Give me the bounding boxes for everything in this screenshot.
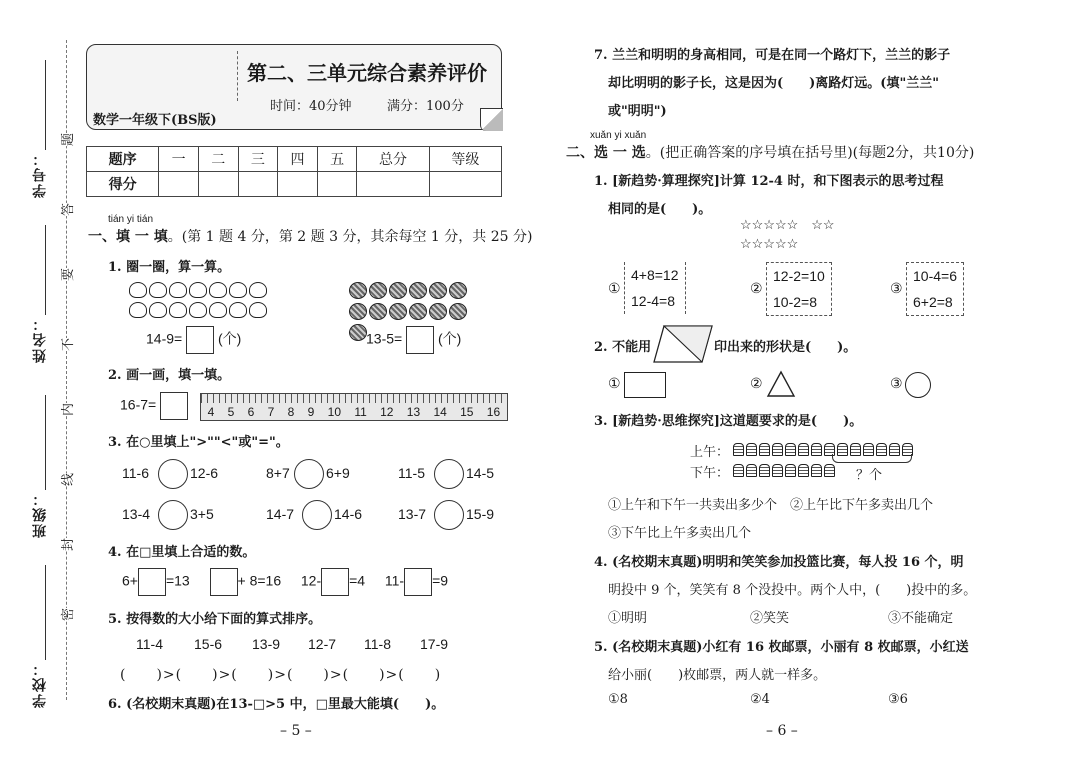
ruler-tick-label: 8 xyxy=(287,405,295,419)
peach-icon xyxy=(149,302,167,318)
q1-eq1-text: 14-9= xyxy=(146,330,183,347)
s2q1-line1: 1. [新趋势·算理探究]计算 12-4 时，和下图表示的思考过程 xyxy=(594,174,944,189)
seal-char: 答 xyxy=(57,203,76,216)
q7-line3: 或"明明") xyxy=(608,104,667,119)
ruler-tick-label: 10 xyxy=(327,405,342,419)
cupcake-icon xyxy=(785,443,796,456)
compare-circle[interactable] xyxy=(294,459,324,489)
s2q5-option1[interactable]: ①8 xyxy=(608,692,628,707)
xingming-label: 姓名： xyxy=(32,315,48,363)
score-header: 题序 xyxy=(87,147,159,172)
section2-heading xyxy=(566,142,974,162)
ruler-tick-label: 15 xyxy=(460,405,474,419)
ruler-tick-label: 12 xyxy=(380,405,394,419)
q4-text: 11- xyxy=(384,572,405,589)
compare-right: 15-9 xyxy=(466,506,495,522)
xuexiao-label: 学校： xyxy=(32,660,48,708)
cupcake-icon xyxy=(733,464,744,477)
option-line: 12-4=8 xyxy=(631,293,675,309)
q1-eq1 xyxy=(146,326,241,354)
compare-left: 14-7 xyxy=(266,506,295,522)
compare-right: 14-5 xyxy=(466,465,495,481)
answer-box[interactable] xyxy=(210,568,238,596)
compare-right: 14-6 xyxy=(334,506,363,522)
s2q3-option-line1[interactable]: ①上午和下午一共卖出多少个 ②上午比下午多卖出几个 xyxy=(608,498,934,513)
q4-text: + 8=16 xyxy=(237,572,282,589)
header-divider xyxy=(237,51,238,101)
page-number-right: – 6 – xyxy=(766,723,798,739)
peach-icon xyxy=(189,302,207,318)
q4-text: =9 xyxy=(432,572,449,589)
peach-icon xyxy=(149,282,167,298)
q4-text: =13 xyxy=(165,572,190,589)
unknown-count: ？个 xyxy=(856,468,883,483)
score-row-label: 得分 xyxy=(87,172,159,197)
peach-group xyxy=(128,282,278,322)
q1-unit: (个) xyxy=(437,330,462,347)
compare-left: 8+7 xyxy=(266,465,290,481)
xuexiao-line xyxy=(45,565,46,660)
score-header: 一 xyxy=(159,147,199,172)
score-header: 等级 xyxy=(429,147,501,172)
q5-expr: 11-4 xyxy=(136,636,163,652)
score-header: 三 xyxy=(238,147,278,172)
peach-icon xyxy=(129,282,147,298)
apple-icon xyxy=(449,303,467,320)
cupcake-icon xyxy=(785,464,796,477)
s2q1-line2: 相同的是( )。 xyxy=(608,202,712,217)
option-line: 10-2=8 xyxy=(773,294,817,310)
peach-icon xyxy=(169,302,187,318)
q2-title: 2. 画一画，填一填。 xyxy=(108,368,231,383)
section1-desc: 。(第 1 题 4 分，第 2 题 3 分，其余每空 1 分，共 25 分) xyxy=(167,229,533,245)
s2q4-option1[interactable]: ①明明 xyxy=(608,611,648,626)
full-score: 满分：100分 xyxy=(387,99,464,114)
compare-right: 3+5 xyxy=(190,506,214,522)
ruler-tick-label: 5 xyxy=(227,405,235,419)
option-line: 12-2=10 xyxy=(773,268,825,284)
header-box xyxy=(86,44,502,130)
q1-eq2 xyxy=(366,326,461,354)
binding-margin xyxy=(0,0,80,764)
apple-icon xyxy=(369,282,387,299)
seal-char: 内 xyxy=(57,403,76,416)
s2q1-option2-label[interactable]: ② xyxy=(750,281,763,297)
s2q4-option2[interactable]: ②笑笑 xyxy=(750,611,790,626)
s2q2-post: 印出来的形状是( )。 xyxy=(714,340,857,355)
seal-char: 封 xyxy=(57,538,76,551)
q5-expr: 12-7 xyxy=(308,636,337,652)
ruler-tick-label: 4 xyxy=(207,405,215,419)
score-cell[interactable] xyxy=(198,172,238,197)
apple-icon xyxy=(349,324,367,341)
ruler-tick-label: 7 xyxy=(267,405,275,419)
q6-title: 6. (名校期末真题)在13-□>5 中，□里最大能填( )。 xyxy=(108,697,445,712)
s2q4-option3[interactable]: ③不能确定 xyxy=(888,611,954,626)
ruler-tick-label: 11 xyxy=(354,405,367,419)
cupcake-icon xyxy=(772,464,783,477)
apple-icon xyxy=(429,303,447,320)
compare-circle[interactable] xyxy=(302,500,332,530)
q4-text: =4 xyxy=(349,572,366,589)
score-cell[interactable] xyxy=(357,172,429,197)
section2-desc: 。(把正确答案的序号填在括号里)(每题2分，共10分) xyxy=(645,145,975,161)
s2q1-option2 xyxy=(766,262,832,316)
score-header: 总分 xyxy=(357,147,429,172)
score-table-row xyxy=(87,172,502,197)
score-header: 四 xyxy=(278,147,318,172)
apple-icon xyxy=(429,282,447,299)
cupcake-icon xyxy=(746,443,757,456)
answer-box[interactable] xyxy=(186,326,214,354)
peach-icon xyxy=(229,282,247,298)
circle-icon xyxy=(905,372,931,398)
compare-left: 13-7 xyxy=(398,506,427,522)
morning-label: 上午： xyxy=(690,445,730,460)
rectangle-icon xyxy=(624,372,666,398)
page-curl xyxy=(480,108,503,131)
triangle-icon xyxy=(766,370,796,398)
s2q3-option-line2[interactable]: ③下午比上午多卖出几个 xyxy=(608,526,752,541)
s2q1-option1-label[interactable]: ① xyxy=(608,281,621,297)
option-line: 10-4=6 xyxy=(913,268,957,284)
ruler-numbers xyxy=(201,405,507,419)
section2-pinyin: xuǎn yi xuǎn xyxy=(590,130,647,141)
cupcake-icon xyxy=(772,443,783,456)
q1-eq2-text: 13-5= xyxy=(366,330,403,347)
q3-title: 3. 在○里填上">""<"或"="。 xyxy=(108,435,289,450)
compare-circle[interactable] xyxy=(434,459,464,489)
peach-icon xyxy=(209,282,227,298)
s2q5-option3[interactable]: ③6 xyxy=(888,692,908,707)
compare-circle[interactable] xyxy=(434,500,464,530)
banji-line xyxy=(45,395,46,490)
s2q1-option3 xyxy=(906,262,964,316)
ruler-tick-label: 14 xyxy=(433,405,447,419)
score-table xyxy=(86,146,502,197)
s2q1-option1 xyxy=(624,262,686,314)
s2q3-title: 3. [新趋势·思维探究]这道题要求的是( )。 xyxy=(594,414,863,429)
apple-icon xyxy=(449,282,467,299)
seal-char: 不 xyxy=(57,338,76,351)
apple-icon xyxy=(369,303,387,320)
time-limit: 时间：40分钟 xyxy=(270,99,352,114)
s2q2-option3-label[interactable]: ③ xyxy=(890,376,903,392)
grade-label: 数学一年级下(BS版) xyxy=(93,113,217,128)
xingming-line xyxy=(45,225,46,315)
answer-box[interactable] xyxy=(160,392,188,420)
cupcake-icon xyxy=(798,443,809,456)
q1-title: 1. 圈一圈，算一算。 xyxy=(108,260,231,275)
answer-box[interactable] xyxy=(138,568,166,596)
cupcake-icon xyxy=(759,464,770,477)
peach-icon xyxy=(189,282,207,298)
cupcake-icon xyxy=(759,443,770,456)
peach-icon xyxy=(209,302,227,318)
peach-icon xyxy=(129,302,147,318)
star-row-1: ☆☆☆☆☆ ☆☆ xyxy=(740,218,835,233)
score-cell[interactable] xyxy=(278,172,318,197)
s2q2-option1-label[interactable]: ① xyxy=(608,376,621,392)
compare-left: 11-6 xyxy=(122,465,149,481)
compare-right: 12-6 xyxy=(190,465,219,481)
option-line: 6+2=8 xyxy=(913,294,953,310)
cupcake-icon xyxy=(798,464,809,477)
cupcake-icon xyxy=(733,443,744,456)
q7-line1: 7. 兰兰和明明的身高相同，可是在同一个路灯下，兰兰的影子 xyxy=(594,48,951,63)
compare-left: 11-5 xyxy=(398,465,425,481)
section2-title: 二、选 一 选 xyxy=(566,145,646,161)
ruler-tick-label: 16 xyxy=(486,405,501,419)
xuehao-line xyxy=(45,60,46,150)
q5-expr: 11-8 xyxy=(364,636,391,652)
ruler-tick-label: 13 xyxy=(406,405,421,419)
ruler-tick-label: 9 xyxy=(307,405,315,419)
page-title: 第二、三单元综合素养评价 xyxy=(247,61,487,85)
banji-label: 班级： xyxy=(32,490,48,538)
apple-icon xyxy=(409,282,427,299)
section1-pinyin: tián yi tián xyxy=(108,214,154,225)
score-cell[interactable] xyxy=(159,172,199,197)
score-table-header-row xyxy=(87,147,502,172)
compare-right: 6+9 xyxy=(326,465,350,481)
peach-icon xyxy=(229,302,247,318)
s2q5-line2: 给小丽( )枚邮票，两人就一样多。 xyxy=(608,668,827,683)
star-row-2: ☆☆☆☆☆ xyxy=(740,237,799,252)
q5-expr: 17-9 xyxy=(420,636,449,652)
difference-bracket xyxy=(832,454,912,463)
q7-line2: 却比明明的影子长，这是因为( )离路灯远。(填"兰兰" xyxy=(608,76,939,91)
s2q5-option2[interactable]: ②4 xyxy=(750,692,770,707)
apple-icon xyxy=(389,303,407,320)
seal-char: 要 xyxy=(57,268,76,281)
s2q2-option2-label[interactable]: ② xyxy=(750,376,763,392)
apple-icon xyxy=(349,303,367,320)
cupcake-icon xyxy=(811,464,822,477)
q2-eq-text: 16-7= xyxy=(120,396,157,413)
afternoon-label: 下午： xyxy=(690,466,730,481)
page-number-left: – 5 – xyxy=(280,723,312,739)
s2q4-line2: 明投中 9 个，笑笑有 8 个没投中。两个人中，( )投中的多。 xyxy=(608,583,977,598)
prism-icon xyxy=(652,324,714,364)
q4-equations xyxy=(122,568,448,596)
q5-expr: 13-9 xyxy=(252,636,281,652)
cupcake-icon xyxy=(746,464,757,477)
score-cell[interactable] xyxy=(238,172,278,197)
peach-icon xyxy=(169,282,187,298)
section1-title: 一、填 一 填 xyxy=(88,229,168,245)
peach-icon xyxy=(249,282,267,298)
compare-left: 13-4 xyxy=(122,506,151,522)
xuehao-label: 学号： xyxy=(32,150,48,198)
cupcake-icon xyxy=(811,443,822,456)
q2-eq xyxy=(120,392,188,420)
q1-unit: (个) xyxy=(217,330,242,347)
s2q2-pre: 2. 不能用 xyxy=(594,340,652,355)
answer-box[interactable] xyxy=(404,568,432,596)
answer-box[interactable] xyxy=(321,568,349,596)
apple-icon xyxy=(409,303,427,320)
option-line: 4+8=12 xyxy=(631,267,679,283)
s2q4-line1: 4. (名校期末真题)明明和笑笑参加投篮比赛，每人投 16 个，明 xyxy=(594,555,964,570)
q5-title: 5. 按得数的大小给下面的算式排序。 xyxy=(108,612,322,627)
q4-title: 4. 在□里填上合适的数。 xyxy=(108,545,256,560)
number-ruler xyxy=(200,393,508,421)
score-cell[interactable] xyxy=(429,172,501,197)
apple-icon xyxy=(349,282,367,299)
apple-icon xyxy=(389,282,407,299)
ruler-tick-label: 6 xyxy=(247,405,255,419)
q4-text: 12- xyxy=(300,572,322,589)
seal-char: 密 xyxy=(57,608,76,621)
seal-char: 题 xyxy=(57,133,76,146)
afternoon-row xyxy=(690,462,837,481)
compare-circle[interactable] xyxy=(158,459,188,489)
peach-icon xyxy=(249,302,267,318)
answer-box[interactable] xyxy=(406,326,434,354)
cupcake-icon xyxy=(824,464,835,477)
score-header: 二 xyxy=(198,147,238,172)
s2q5-line1: 5. (名校期末真题)小红有 16 枚邮票，小丽有 8 枚邮票，小红送 xyxy=(594,640,969,655)
score-header: 五 xyxy=(317,147,357,172)
score-cell[interactable] xyxy=(317,172,357,197)
q5-order[interactable]: ( )>( )>( )>( )>( )>( ) xyxy=(120,667,442,683)
q5-expr: 15-6 xyxy=(194,636,223,652)
compare-circle[interactable] xyxy=(158,500,188,530)
q4-text: 6+ xyxy=(122,572,138,589)
s2q1-option3-label[interactable]: ③ xyxy=(890,281,903,297)
seal-char: 线 xyxy=(57,473,76,486)
section1-heading xyxy=(88,226,532,246)
